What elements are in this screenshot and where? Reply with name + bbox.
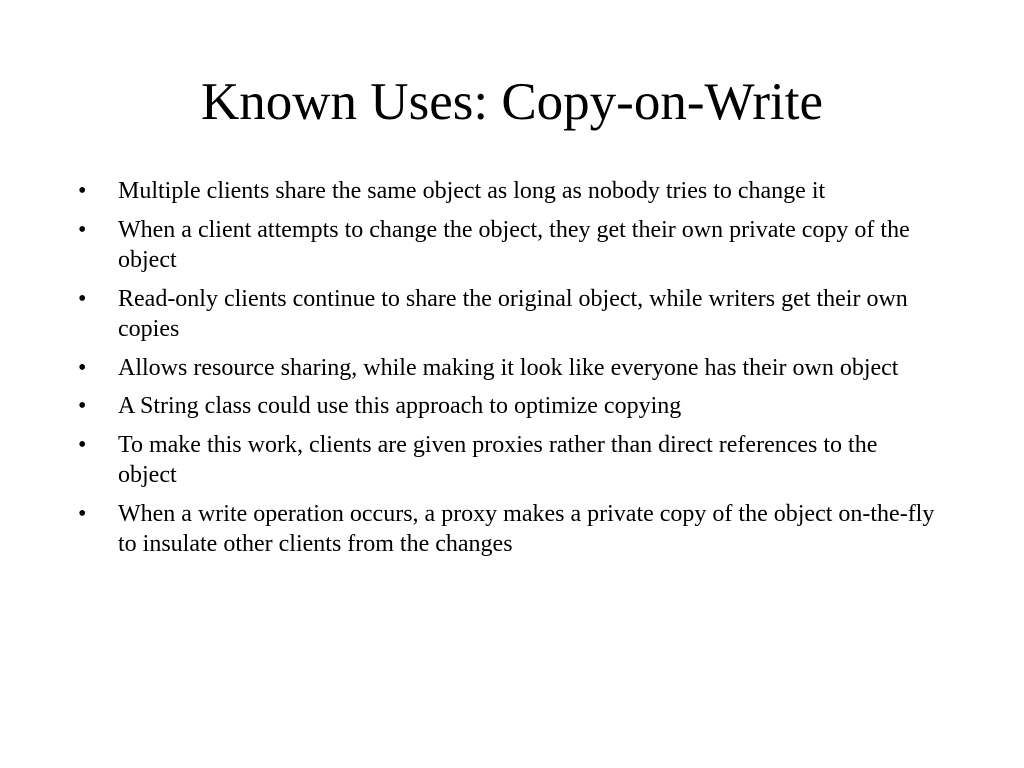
bullet-text: Allows resource sharing, while making it look like everyone has their own object xyxy=(118,354,899,381)
bullet-text: Read-only clients continue to share the original object, while writers get their own copies xyxy=(118,285,908,342)
bullet-item xyxy=(78,284,938,345)
bullet-text: A String class could use this approach to optimize copying xyxy=(118,393,682,419)
bullet-item xyxy=(78,499,938,560)
bullet-item xyxy=(78,353,938,384)
bullet-item xyxy=(78,391,938,422)
bullet-text: When a write operation occurs, a proxy makes a private copy of the object on-the-fly to insulate other clients from the changes xyxy=(118,500,935,557)
bullet-item xyxy=(78,215,938,276)
bullet-item xyxy=(78,176,938,207)
bullet-icon: • xyxy=(78,354,87,381)
bullet-list xyxy=(78,176,938,568)
bullet-icon: • xyxy=(78,178,87,204)
bullet-icon: • xyxy=(78,285,87,312)
bullet-icon: • xyxy=(78,500,87,527)
bullet-icon: • xyxy=(78,431,87,458)
bullet-icon: • xyxy=(78,393,87,419)
bullet-text: When a client attempts to change the object, they get their own private copy of the object xyxy=(118,216,910,273)
bullet-text: Multiple clients share the same object as long as nobody tries to change it xyxy=(118,178,826,204)
bullet-text: To make this work, clients are given proxies rather than direct references to the object xyxy=(118,431,878,488)
bullet-item xyxy=(78,430,938,491)
bullet-icon: • xyxy=(78,216,87,243)
slide-title: Known Uses: Copy-on-Write xyxy=(201,73,823,131)
